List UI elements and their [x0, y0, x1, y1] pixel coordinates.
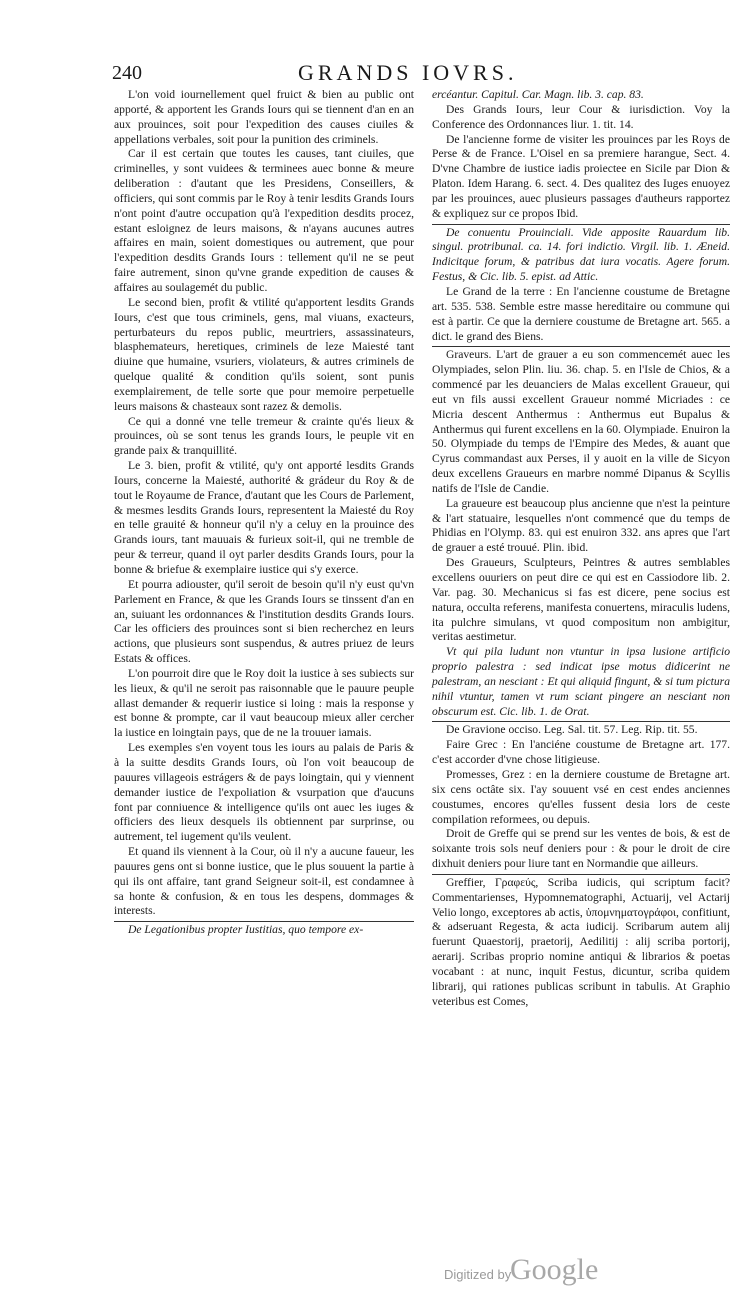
paragraph: Droit de Greffe qui se prend sur les ventes de bois, & est de soixante trois sols neuf deniers pour : & pour le droit de cire dixhuit deniers pour liure tant en Normandie que ailleurs. — [432, 827, 730, 871]
citation: Vt qui pila ludunt non vtuntur in ipsa lusione artificio proprio palestra : sed indicat ipse motus didicerint ne palestram, an nesciant : Et qui aliquid fingunt, & si tum pictura nihil vtuntur, tamen vt rum sciant pingere an nesciant non obscurum est. Cic. lib. 1. de Orat. — [432, 645, 730, 718]
paragraph: Le 3. bien, profit & vtilité, qu'y ont apporté lesdits Grands Iours, concerne la Maiesté, authorité & grádeur du Roy & de tout le Royaume de France, d'autant que les Cours de Parlement, & mesmes lesdits Grands Iours, representent la Maiesté du Roy en telle grauité & honneur qu'il n'y a celuy en la prouince des Grands iours, tant mauuais & furieux soit-il, qui ne tremble de peur & terreur, quand il oyt parler desdits Grands Iours, pour la bonne & briefue & exemplaire iustice qui s'y exerce. — [114, 459, 414, 576]
page-number: 240 — [112, 62, 142, 84]
paragraph: Et quand ils viennent à la Cour, où il n'y a aucune faueur, les pauures gens ont si bonne iustice, que le plus souuent la partie à qui ils ont affaire, tant grand Seigneur soit-il, est condamnee à sa honte & confusion, & en tous les despens, dommages & interests. — [114, 845, 414, 918]
paragraph: L'on pourroit dire que le Roy doit la iustice à ses subiects sur les lieux, & qu'il ne seroit pas raisonnable que le pauure peuple allast demander & requerir iustice si loing : mais la response y est bonne & prompte, car il vaut beaucoup mieux aller cercher la iustice en loingtain pays, que de ne la trouuer iamais. — [114, 666, 414, 740]
paragraph: Le second bien, profit & vtilité qu'apportent lesdits Grands Iours, c'est que tous criminels, gens, mal viuans, exacteurs, perturbateurs du repos public, meurtriers, assassinateurs, blasphemateurs, heretiques, criminels de leze Maiesté tant diuine que humaine, vsuriers, violateurs, & autres criminels de quelque qualité & condition qu'ils soient, sont punis exemplairement, de telle sorte que pour memoire perpetuelle leurs maisons & chasteaux sont razez & demolis. — [114, 295, 414, 413]
paragraph: De Gravione occiso. Leg. Sal. tit. 57. Leg. Rip. tit. 55. — [446, 723, 698, 737]
google-watermark — [444, 1253, 674, 1293]
digitized-by-label: Digitized by — [444, 1267, 512, 1282]
paragraph: Greffier, Γραφεύς, Scriba iudicis, qui scriptum facit? Commentarienses, Hypomnematographi, Actuarij, vel Actarij Velio longo, exceptores ab actis, ὑπομνηματογράφοι, confitiunt, & adseruant Regesta, & acta iudicij. Scribarum autem alij fuerunt Quaestorij, praetorij, Aedilitij : alij scriba portorij, aerarij. Scribas proprio nomine antiqui & librarios & poetas vocabant : at nunc, inquit Festus, dicuntur, scriba quidem librarij, qui rationes publicas scribunt in tabulis. At Graphio veteribus est Comes, — [432, 875, 730, 1008]
paragraph: La graueure est beaucoup plus ancienne que n'est la peinture & l'art statuaire, lesquelles n'ont commencé que du temps de Phidias en l'Olymp. 83. qui est enuiron 332. ans apres que l'art de grauer a esté trouué. Plin. ibid. — [432, 496, 730, 555]
paragraph: Des Graueurs, Sculpteurs, Peintres & autres semblables excellens ouuriers on peut dire ce qui est en Cassiodore lib. 2. Var. pag. 30. Mechanicus si fas est dicere, pene socius est natura, occulta referens, manifesta conuertens, miraculis ludens, ita pulchre simulans, vt quod compositum non ambigitur, veritas aestimetur. — [432, 556, 730, 644]
paragraph: L'on void iournellement quel fruict & bien au public ont apporté, & apportent les Grands Iours qui se tiennent d'an en an aux prouinces, soit pour l'expedition des causes ciuiles & appellations verbales, soit pour la punition des criminels. — [114, 88, 414, 146]
divider — [114, 921, 414, 922]
left-column — [114, 88, 414, 938]
citation: De Legationibus propter Iustitias, quo tempore ex- — [128, 923, 364, 937]
paragraph: Faire Grec : En l'anciéne coustume de Bretagne art. 177. c'est accorder d'vne chose litigieuse. — [432, 738, 730, 767]
paragraph: De l'ancienne forme de visiter les prouinces par les Roys de Perse & de France. L'Oisel en sa premiere harangue, Sect. 4. D'vne Chambre de iustice iadis proiectee en Sicile par Dion & Platon. Idem Harang. 6. sect. 4. Des qualitez des Iuges enuoyez par les prouinces, auec plusieurs passages d'autheurs rapportez & expliquez sur ce propos Ibid. — [432, 132, 730, 220]
citation: De conuentu Prouinciali. Vide apposite Rauardum lib. singul. protribunal. ca. 14. fori indictio. Virgil. lib. 1. Æneid. Indicitque forum, & patribus dat iura vocatis. Agere forum. Festus, & Cic. lib. 5. epist. ad Attic. — [432, 225, 730, 284]
right-column — [432, 88, 730, 1009]
paragraph: Des Grands Iours, leur Cour & iurisdiction. Voy la Conference des Ordonnances liur. 1. tit. 14. — [432, 102, 730, 131]
paragraph: Le Grand de la terre : En l'ancienne coustume de Bretagne art. 535. 538. Semble estre masse hereditaire ou commune qui est à partir. Ce que la derniere coustume de Bretagne art. 565. a dict. le grand des Biens. — [432, 284, 730, 343]
divider — [432, 874, 730, 875]
divider — [432, 721, 730, 722]
google-logo: Google — [510, 1253, 599, 1286]
citation: ercéantur. Capitul. Car. Magn. lib. 3. cap. 83. — [432, 88, 644, 101]
paragraph: Et pourra adiouster, qu'il seroit de besoin qu'il n'y eust qu'vn Parlement en France, & que les Grands Iours se tinssent d'an en an, suiuant les ordonnances & l'institution desdits Grands Iours. Car les officiers des prouinces sont si bien recherchez en leurs actions, que plusieurs sont suspendus, & autres priuez de leurs Estats & offices. — [114, 577, 414, 666]
divider — [432, 224, 730, 225]
paragraph: Ce qui a donné vne telle tremeur & crainte qu'és lieux & prouinces, où se sont tenus les grands Iours, le peuple vit en grande paix & tranquillité. — [114, 414, 414, 458]
paragraph: Graveurs. L'art de grauer a eu son commencemét auec les Olympiades, selon Plin. liu. 36. chap. 5. en l'Isle de Chios, & a commencé par les deuanciers de Malas excellent Graueur, qui eut vn fils aussi excellent Graueur nommé Micriades : ce Micria descent Anthermus : Anthermus eut Bupalus & Anthermus qui furent excellens en la 60. Olympiade. Enuiron la 50. Olympiade du temps de l'Empire des Medes, & auant que Cyrus commandast aux Perses, il y auoit en la ville de Sicyon deux excellens Graueurs en marbre nommé Dipanus & Scyllis natifs de l'Isle de Candie. — [432, 348, 730, 495]
paragraph: Promesses, Grez : en la derniere coustume de Bretagne art. six cens octâte six. I'ay souuent vsé en cest endes anciennes coustumes, encores qu'elles fussent desia lors de ceste compilation reformees, ou depuis. — [432, 767, 730, 826]
paragraph: Car il est certain que toutes les causes, tant ciuiles, que criminelles, y sont vuidees & terminees auec bonne & meure deliberation : d'autant que les Presidens, Conseillers, & officiers, qui sont commis par le Roy à tenir lesdits Grands Iours n'ont point d'autre occupation qu'à l'expedition desdits procez, estant esloignez de leurs maisons, & n'ayans aucunes autres affaires en main, soient domestiques ou autrement, que pour l'expedition desdits Grands Iours : tellement qu'il ne se peut faire autrement, sinon qu'vne grande expedition de causes & affaires au soulagemét du public. — [114, 147, 414, 294]
paragraph: Les exemples s'en voyent tous les iours au palais de Paris & à la suitte desdits Grands Iours, où l'on voit beaucoup de pauures villageois estrágers & de pays loingtain, qui y viennent demander iustice de l'expoliation & vsurpation que d'aucuns font par conniuence & intelligence qu'ils ont auec les iuges & officiers des lieux desquels ils obtiennent par surprinse, ou autrement, tel iugement qu'ils veulent. — [114, 741, 414, 844]
running-title: GRANDS IOVRS. — [298, 60, 518, 85]
divider — [432, 346, 730, 347]
